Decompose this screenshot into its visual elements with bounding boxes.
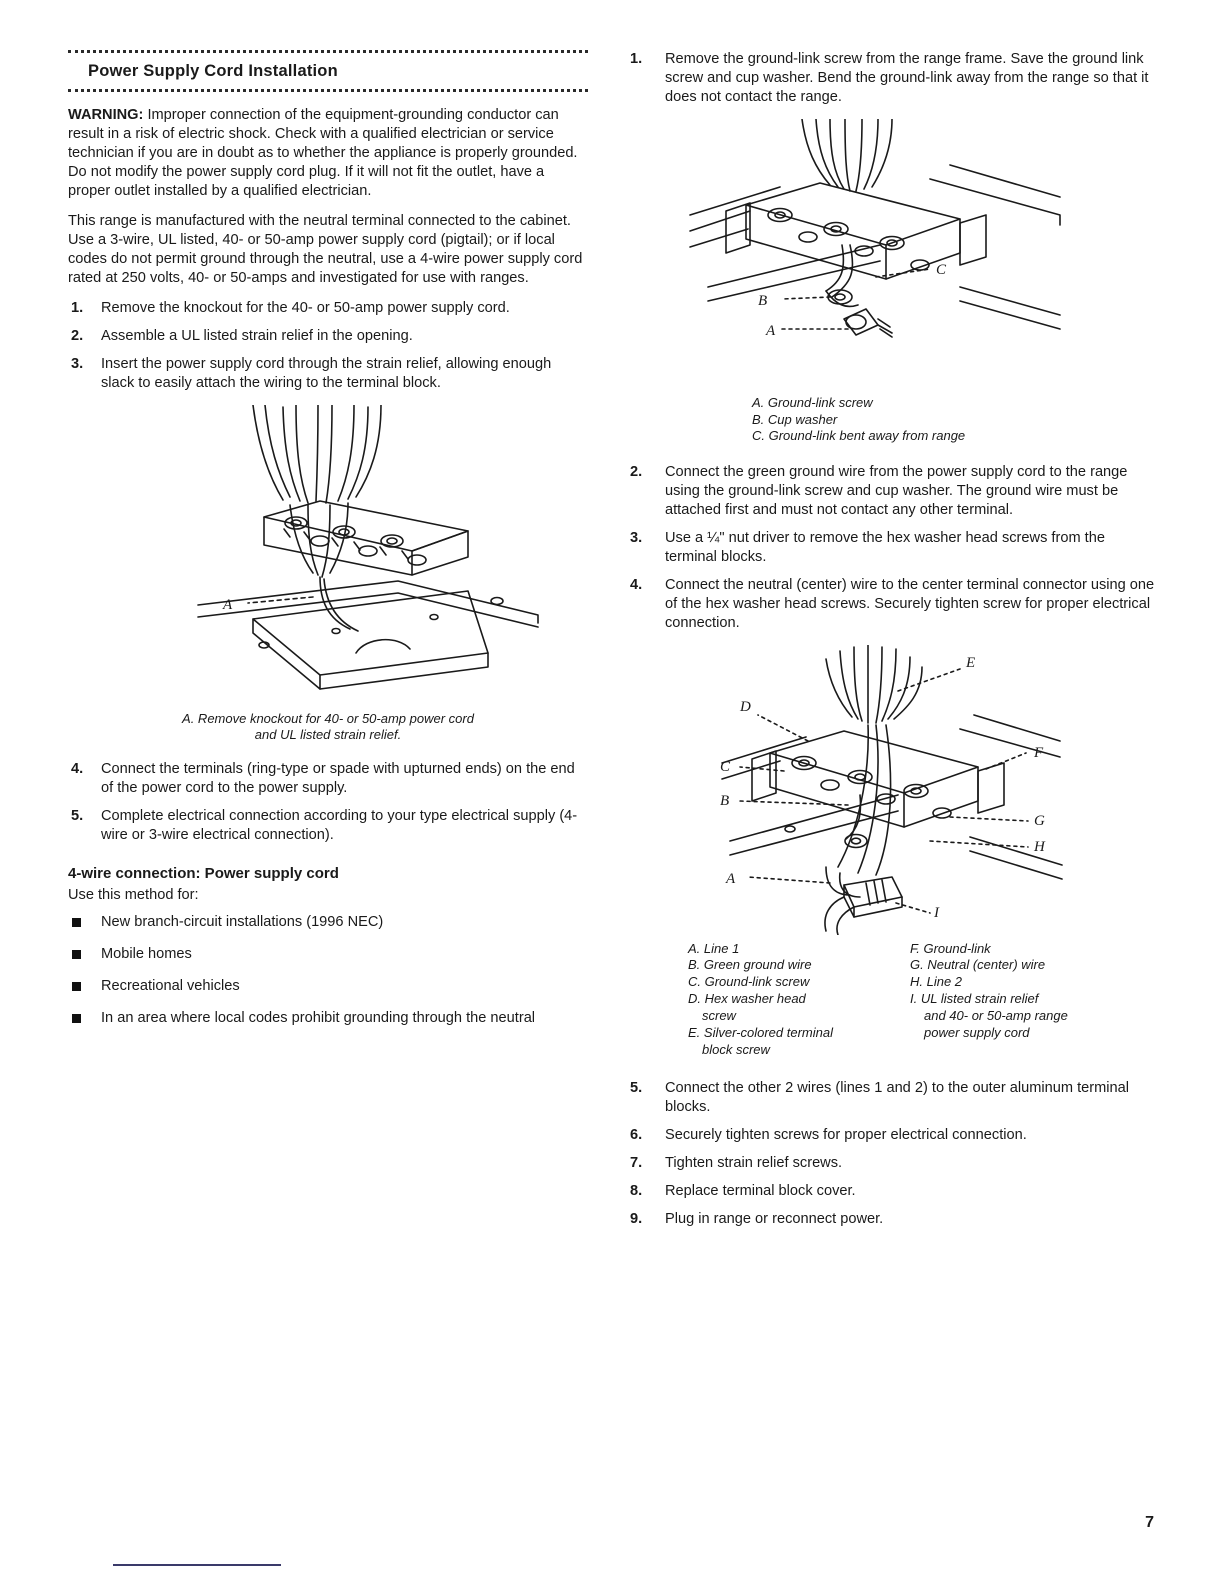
figure3-legend-right: [910, 941, 1100, 1059]
figure2-legend: [630, 395, 1158, 445]
list-item: [630, 576, 1158, 633]
legend-item: H. Line 2: [910, 974, 963, 990]
warning-paragraph: [68, 106, 588, 201]
square-bullet-icon: [72, 918, 81, 927]
list-item: [68, 299, 588, 318]
legend-item: G. Neutral (center) wire: [910, 957, 1046, 973]
figure3-legend-left: [688, 941, 878, 1059]
method-bullet-list: [68, 913, 588, 1028]
figure-ground-link: [630, 119, 1158, 389]
step-text: Connect the terminals (ring-type or spade with upturned ends) on the end of the power cord to the power supply.: [101, 760, 575, 796]
figure3-label-b: B: [720, 792, 730, 809]
step-text: Remove the ground-link screw from the range frame. Save the ground link screw and cup washer. Bend the ground-link away from the range so that it does not contact the range.: [665, 51, 1149, 105]
legend-item: D. Hex washer head: [688, 991, 806, 1007]
step-text: Assemble a UL listed strain relief in the opening.: [101, 327, 413, 344]
step-number: 2.: [630, 463, 643, 480]
warning-text: Improper connection of the equipment-grounding conductor can result in a risk of electric shock. Check with a qualified electrician or service technician if you are in doubt as to whether the appliance is properly grounded. Do not modify the power supply cord plug. If it will not fit the outlet, have a proper outlet installed by a qualified electrician.: [68, 107, 578, 199]
step-number: 3.: [71, 355, 84, 372]
figure3-label-f: F: [1034, 744, 1044, 761]
square-bullet-icon: [72, 950, 81, 959]
warning-label: WARNING:: [68, 107, 144, 123]
list-item: [630, 1079, 1158, 1117]
bullet-text: Recreational vehicles: [101, 977, 240, 994]
section-title: Power Supply Cord Installation: [68, 50, 588, 92]
legend-item-cont: screw: [702, 1008, 736, 1024]
right-steps-5-9: [630, 1079, 1158, 1229]
figure3-label-g: G: [1034, 812, 1045, 829]
left-column: [68, 50, 588, 1041]
right-steps-2-4: [630, 463, 1158, 633]
step-text: Use a ¼" nut driver to remove the hex washer head screws from the terminal blocks.: [665, 529, 1105, 565]
figure-ground-link-illustration: [630, 119, 1158, 389]
list-item: [630, 529, 1158, 567]
figure3-legend: [630, 941, 1158, 1059]
step-number: 5.: [630, 1079, 643, 1096]
step-number: 4.: [630, 576, 643, 593]
list-item: [630, 1126, 1158, 1145]
step-number: 8.: [630, 1182, 643, 1199]
step-number: 6.: [630, 1126, 643, 1143]
step-text: Insert the power supply cord through the strain relief, allowing enough slack to easily attach the wiring to the terminal block.: [101, 355, 552, 391]
list-item: [68, 1009, 588, 1028]
figure2-label-c: C: [936, 261, 947, 278]
page-number: 7: [1145, 1514, 1154, 1531]
legend-item: F. Ground-link: [910, 940, 991, 956]
legend-item-cont: and 40- or 50-amp range power supply cord: [924, 1008, 1068, 1040]
figure1-caption: [68, 711, 588, 744]
step-text: Tighten strain relief screws.: [665, 1154, 843, 1171]
step-number: 9.: [630, 1210, 643, 1227]
list-item: [68, 355, 588, 393]
right-step-1: [630, 50, 1158, 107]
list-item: [68, 760, 588, 798]
bullet-text: Mobile homes: [101, 945, 192, 962]
legend-item: A. Line 1: [688, 940, 740, 956]
list-item: [68, 807, 588, 845]
figure1-caption-line1: A. Remove knockout for 40- or 50-amp power cord: [182, 710, 474, 726]
list-item: [68, 327, 588, 346]
step-text: Replace terminal block cover.: [665, 1182, 856, 1199]
figure3-label-d: D: [740, 698, 751, 715]
figure3-label-c: C: [720, 758, 731, 775]
step-number: 4.: [71, 760, 84, 777]
bullet-text: In an area where local codes prohibit grounding through the neutral: [101, 1009, 536, 1026]
square-bullet-icon: [72, 982, 81, 991]
figure-knockout-illustration: [68, 405, 588, 705]
step-number: 1.: [630, 51, 643, 67]
figure-knockout-strain-relief: [68, 405, 588, 705]
step-text: Connect the other 2 wires (lines 1 and 2) to the outer aluminum terminal blocks.: [665, 1079, 1129, 1115]
left-steps-1-3: [68, 299, 588, 393]
list-item: [68, 945, 588, 964]
use-method-text: Use this method for:: [68, 886, 199, 903]
bullet-text: New branch-circuit installations (1996 NEC): [101, 913, 384, 930]
list-item: [630, 1210, 1158, 1229]
list-item: [630, 50, 1158, 107]
figure-four-wire-connection: [630, 645, 1158, 935]
step-text: Connect the neutral (center) wire to the center terminal connector using one of the hex washer head screws. Securely tighten screw for proper electrical connection.: [665, 576, 1155, 631]
step-number: 5.: [71, 807, 84, 824]
list-item: [630, 1154, 1158, 1173]
legend-item: I. UL listed strain relief: [910, 991, 1039, 1007]
list-item: [630, 463, 1158, 520]
step-text: Plug in range or reconnect power.: [665, 1210, 884, 1227]
list-item: [68, 977, 588, 996]
legend-item: E. Silver-colored terminal: [688, 1024, 833, 1040]
legend-item: C. Ground-link screw: [688, 974, 810, 990]
legend-item: B. Green ground wire: [688, 957, 812, 973]
figure3-label-h: H: [1034, 838, 1045, 855]
subsection-title: 4-wire connection: Power supply cord: [68, 864, 339, 882]
figure2-label-a: A: [766, 322, 776, 339]
figure2-label-b: B: [758, 292, 768, 309]
left-steps-4-5: [68, 760, 588, 845]
figure3-label-i: I: [934, 904, 939, 921]
step-text: Complete electrical connection according to your type electrical supply (4-wire or 3-wire electrical connection).: [101, 807, 578, 843]
step-number: 1.: [71, 299, 84, 316]
step-number: 7.: [630, 1154, 643, 1171]
footer-rule: [113, 1564, 281, 1566]
figure3-label-a: A: [726, 870, 736, 887]
list-item: [68, 913, 588, 932]
step-number: 2.: [71, 327, 84, 344]
list-item: [630, 1182, 1158, 1201]
step-text: Securely tighten screws for proper electrical connection.: [665, 1126, 1027, 1143]
right-column: [630, 50, 1158, 1238]
legend-item-cont: block screw: [702, 1041, 770, 1057]
figure1-label-a: A: [223, 596, 233, 613]
square-bullet-icon: [72, 1014, 81, 1023]
figure3-label-e: E: [966, 654, 976, 671]
intro-paragraph: This range is manufactured with the neutral terminal connected to the cabinet. Use a 3-wire, UL listed, 40- or 50-amp power supply cord (pigtail); or if local codes do not permit ground through the neutral, use a 4-wire power supply cord rated at 250 volts, 40- or 50-amps and investigated for use with ranges.: [68, 212, 583, 286]
step-text: Connect the green ground wire from the power supply cord to the range using the ground-link screw and cup washer. The ground wire must be attached first and must not contact any other terminal.: [665, 463, 1128, 518]
legend-item: A. Ground-link screw: [752, 394, 873, 410]
step-number: 3.: [630, 529, 643, 546]
legend-item: C. Ground-link bent away from range: [752, 428, 966, 444]
step-text: Remove the knockout for the 40- or 50-amp power supply cord.: [101, 299, 510, 316]
figure-four-wire-illustration: [630, 645, 1158, 935]
legend-item: B. Cup washer: [752, 411, 838, 427]
figure1-caption-line2: and UL listed strain relief.: [254, 727, 402, 743]
